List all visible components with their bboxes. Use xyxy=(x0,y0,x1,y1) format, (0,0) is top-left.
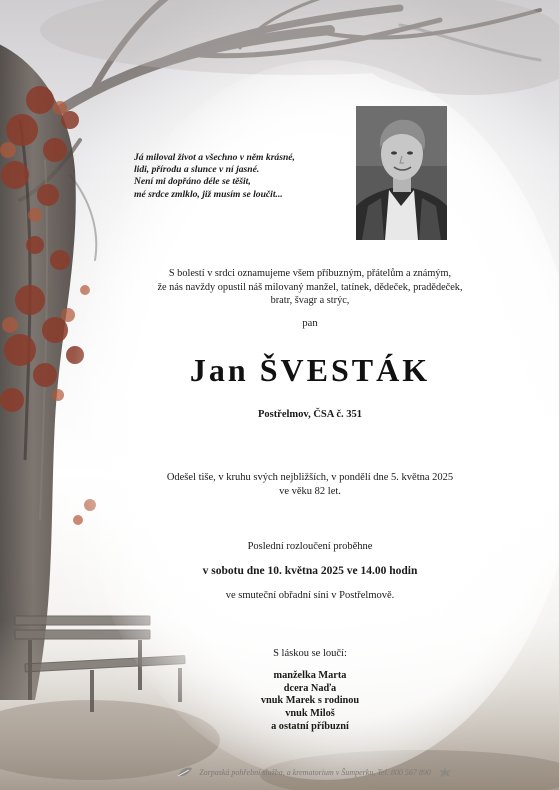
farewell-intro: Poslední rozloučení proběhne xyxy=(247,541,373,552)
mourner-item: vnuk Marek s rodinou xyxy=(260,695,360,707)
footer-text: Zorpaská pohřební služba, a krematorium v Šumperku, Tel. 800 567 890 xyxy=(199,767,431,777)
funeral-service-footer xyxy=(150,765,480,779)
mourner-item: vnuk Miloš xyxy=(285,708,335,720)
farewell-place: ve smuteční obřadní síni v Postřelmově. xyxy=(225,590,395,601)
deceased-address: Postřelmov, ČSA č. 351 xyxy=(257,409,363,420)
portrait-photo xyxy=(356,106,447,240)
mourners-title: S láskou se loučí: xyxy=(273,648,347,659)
title-prefix: pan xyxy=(302,318,318,329)
leaf-icon xyxy=(437,766,453,778)
mourner-item: manželka Marta xyxy=(273,670,347,681)
memorial-poem: Já miloval život a všechno v něm krásné, lidi, přírodu a slunce v ní jasné. Není mi dopřáno déle se těšit, mé srdce zmlklo, již musím se loučit... xyxy=(134,152,295,200)
announcement-text: S bolestí v srdci oznamujeme všem příbuzným, přátelům a známým, že nás navždy opustil náš milovaný manžel, tatínek, dědeček, pradědeček, bratr, švagr a strýc, xyxy=(157,268,463,306)
deceased-name: Jan ŠVESTÁK xyxy=(189,352,431,388)
mourner-item: dcera Naďa xyxy=(283,682,337,694)
farewell-time: v sobotu dne 10. května 2025 ve 14.00 hodin xyxy=(202,565,418,577)
death-notice: Odešel tiše, v kruhu svých nejbližších, v pondělí dne 5. května 2025 ve věku 82 let. xyxy=(166,472,454,497)
leaf-icon xyxy=(177,766,193,778)
mourner-item: a ostatní příbuzní xyxy=(271,720,349,732)
mourners-list xyxy=(100,670,520,734)
